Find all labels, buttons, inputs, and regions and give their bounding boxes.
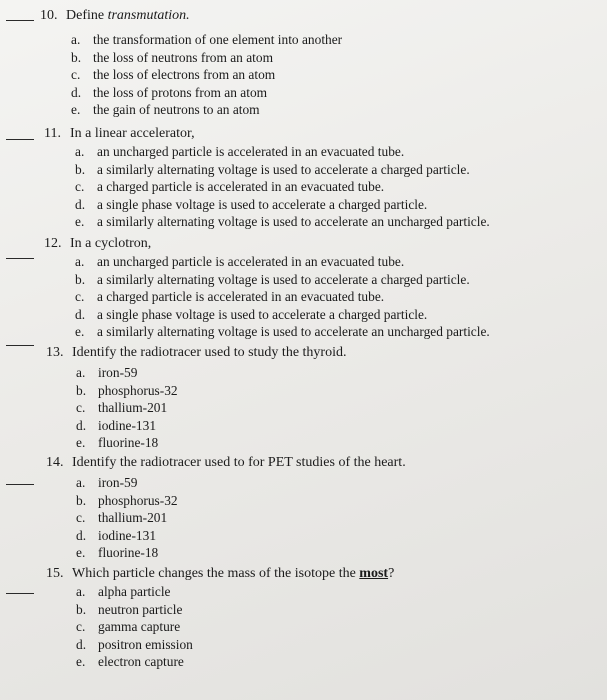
option-list	[76, 583, 193, 671]
option-a: a. an uncharged particle is accelerated in an evacuated tube.	[75, 144, 405, 159]
question-number: 10.	[40, 8, 58, 23]
question-text: Define	[66, 8, 105, 23]
question-text: Which particle changes the mass of the isotope the	[72, 566, 356, 581]
option-list	[76, 364, 178, 452]
question-stem	[46, 455, 406, 471]
option-e: e. fluorine-18	[76, 545, 159, 561]
question-stem	[44, 126, 195, 142]
question-text: In a cyclotron,	[70, 236, 152, 251]
option-a: a. the transformation of one element into another	[71, 32, 343, 47]
option-list	[75, 143, 490, 231]
question-number: 15.	[46, 566, 64, 581]
option-e: e. fluorine-18	[76, 435, 159, 451]
question-stem	[44, 236, 151, 252]
option-d: d. iodine-131	[76, 417, 157, 433]
option-c: c. a charged particle is accelerated in an evacuated tube.	[75, 289, 385, 305]
option-c: c. thallium-201	[76, 510, 168, 526]
option-d: d. iodine-131	[76, 527, 157, 543]
option-c: c. a charged particle is accelerated in an evacuated tube.	[75, 179, 385, 195]
question-number: 11.	[44, 126, 61, 141]
option-d: d. a single phase voltage is used to accelerate a charged particle.	[75, 196, 428, 212]
answer-blank[interactable]	[6, 20, 34, 21]
question-number: 14.	[46, 455, 64, 470]
option-e: e. a similarly alternating voltage is used to accelerate an uncharged particle.	[75, 324, 490, 340]
option-a: a. iron-59	[76, 475, 138, 490]
question-end: ?	[388, 566, 395, 581]
option-e: e. electron capture	[76, 654, 184, 670]
question-number: 12.	[44, 236, 62, 251]
option-b: b. a similarly alternating voltage is used to accelerate a charged particle.	[75, 271, 470, 287]
question-emphasis: most	[359, 566, 389, 581]
question-text: Identify the radiotracer used to for PET studies of the heart.	[72, 455, 406, 470]
question-text: Identify the radiotracer used to study the thyroid.	[72, 345, 347, 360]
answer-blank[interactable]	[6, 484, 34, 485]
option-d: d. the loss of protons from an atom	[71, 84, 268, 100]
option-e: e. the gain of neutrons to an atom	[71, 102, 260, 118]
answer-blank[interactable]	[6, 593, 34, 594]
option-list	[71, 31, 342, 119]
answer-blank[interactable]	[6, 345, 34, 346]
question-stem	[46, 345, 346, 361]
option-e: e. a similarly alternating voltage is used to accelerate an uncharged particle.	[75, 214, 490, 230]
option-d: d. positron emission	[76, 636, 193, 652]
answer-blank[interactable]	[6, 258, 34, 259]
question-number: 13.	[46, 345, 64, 360]
option-b: b. the loss of neutrons from an atom	[71, 49, 273, 65]
option-list	[75, 253, 490, 341]
option-a: a. alpha particle	[76, 584, 171, 599]
option-a: a. iron-59	[76, 365, 138, 380]
question-stem	[46, 566, 394, 582]
option-a: a. an uncharged particle is accelerated in an evacuated tube.	[75, 254, 405, 269]
option-b: b. neutron particle	[76, 601, 183, 617]
option-b: b. phosphorus-32	[76, 382, 178, 398]
question-text: In a linear accelerator,	[70, 126, 195, 141]
option-list	[76, 474, 178, 562]
question-stem	[40, 8, 190, 24]
answer-blank[interactable]	[6, 139, 34, 140]
option-c: c. thallium-201	[76, 400, 168, 416]
option-d: d. a single phase voltage is used to accelerate a charged particle.	[75, 306, 428, 322]
question-term: transmutation.	[107, 8, 190, 23]
option-b: b. phosphorus-32	[76, 492, 178, 508]
option-c: c. the loss of electrons from an atom	[71, 67, 276, 83]
option-b: b. a similarly alternating voltage is used to accelerate a charged particle.	[75, 161, 470, 177]
option-c: c. gamma capture	[76, 619, 181, 635]
